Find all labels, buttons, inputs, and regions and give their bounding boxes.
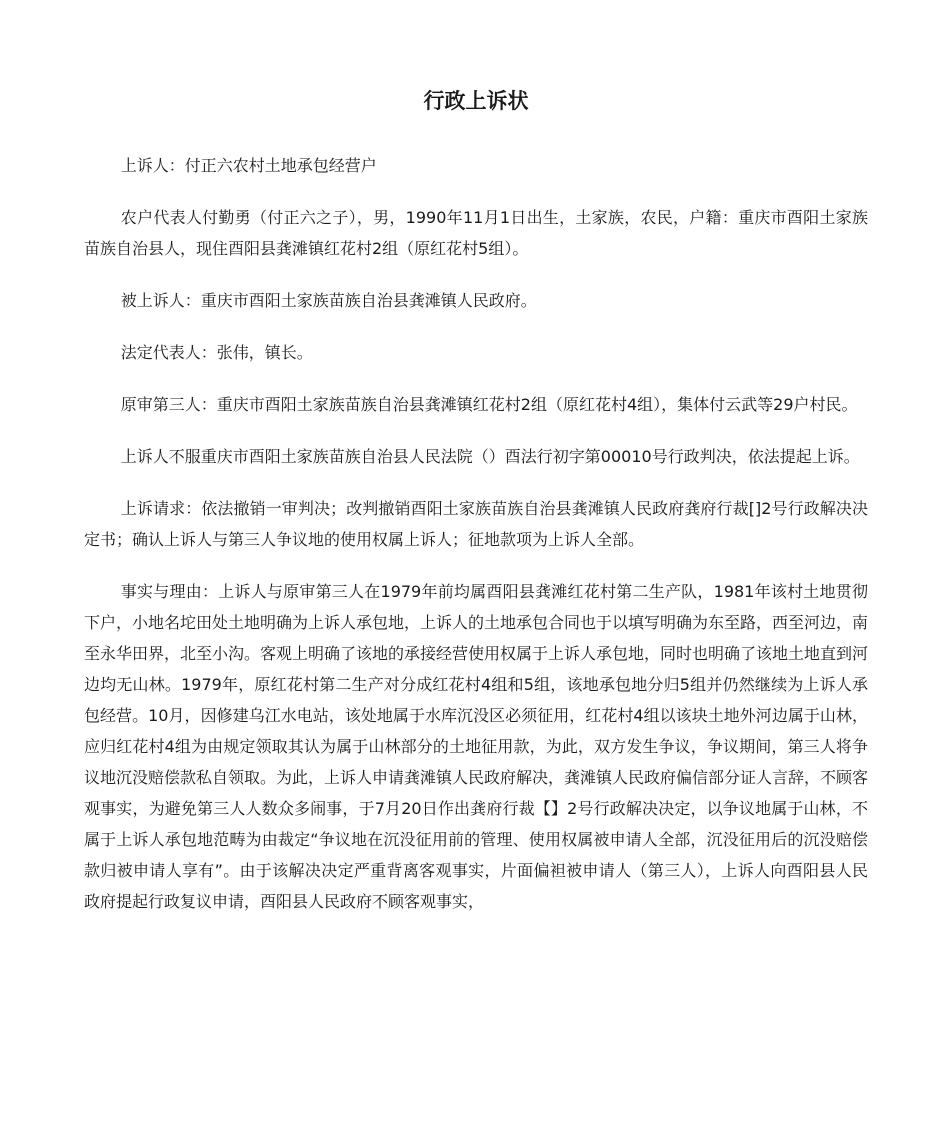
document-page [84, 84, 868, 938]
paragraph-third-party: 原审第三人：重庆市酉阳土家族苗族自治县龚滩镇红花村2组（原红花村4组），集体付云武等29户村民。 [120, 395, 858, 414]
paragraph-appeal-statement: 上诉人不服重庆市酉阳土家族苗族自治县人民法院（）酉法行初字第00010号行政判决，依法提起上诉。 [120, 447, 860, 466]
paragraph-appellee: 被上诉人：重庆市酉阳土家族苗族自治县龚滩镇人民政府。 [120, 291, 537, 310]
paragraph-representative: 农户代表人付勤勇（付正六之子），男，1990年11月1日出生，土家族，农民，户籍：重庆市酉阳土家族苗族自治县人，现住酉阳县龚滩镇红花村2组（原红花村5组）。 [84, 208, 868, 258]
paragraph-appellant: 上诉人：付正六农村土地承包经营户 [120, 156, 377, 175]
title-spacer [84, 118, 868, 150]
paragraph-facts-and-reasons: 事实与理由：上诉人与原审第三人在1979年前均属酉阳县龚滩红花村第二生产队，1981年该村土地贯彻下户，小地名坨田处土地明确为上诉人承包地，上诉人的土地承包合同也于以填写明确为东至路，西至河边，南至永华田界，北至小沟。客观上明确了该地的承接经营使用权属于上诉人承包地，同时也明确了该地土地直到河边均无山林。1979年，原红花村第二生产对分成红花村4组和5组，该地承包地分归5组并仍然继续为上诉人承包经营。10月，因修建乌江水电站，该处地属于水库沉没区必须征用，红花村4组以该块土地外河边属于山林，应归红花村4组为由规定领取其认为属于山林部分的土地征用款，为此，双方发生争议，争议期间，第三人将争议地沉没赔偿款私自领取。为此，上诉人申请龚滩镇人民政府解决，龚滩镇人民政府偏信部分证人言辞，不顾客观事实，为避免第三人人数众多闹事，于7月20日作出龚府行裁【】2号行政解决决定，以争议地属于山林，不属于上诉人承包地范畴为由裁定“争议地在沉没征用前的管理、使用权属被申请人全部，沉没征用后的沉没赔偿款归被申请人享有”。由于该解决决定严重背离客观事实，片面偏袒被申请人（第三人），上诉人向酉阳县人民政府提起行政复议申请，酉阳县人民政府不顾客观事实， [84, 582, 869, 911]
document-title: 行政上诉状 [423, 89, 529, 113]
paragraph-appeal-requests: 上诉请求：依法撤销一审判决；改判撤销酉阳土家族苗族自治县龚滩镇人民政府龚府行裁[]2号行政解决决定书；确认上诉人与第三人争议地的使用权属上诉人；征地款项为上诉人全部。 [84, 499, 868, 549]
paragraph-legal-representative: 法定代表人：张伟，镇长。 [120, 343, 313, 362]
